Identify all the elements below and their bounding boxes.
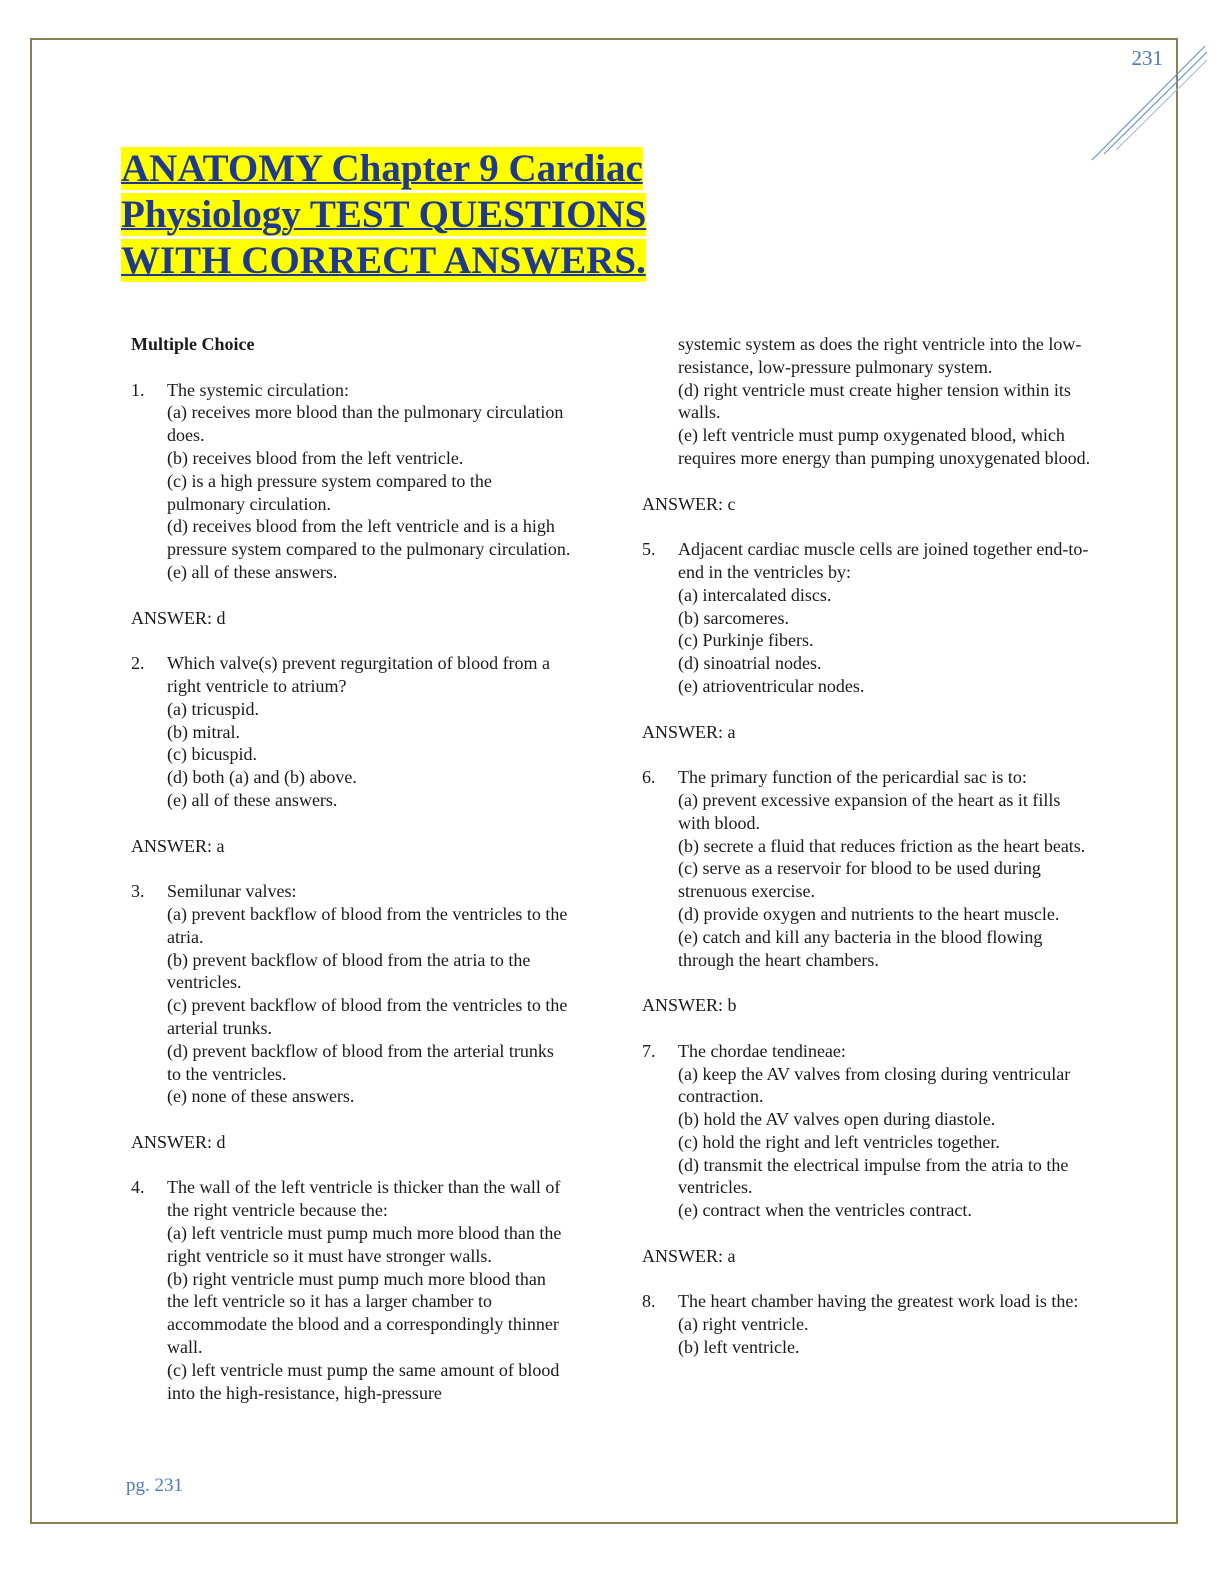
option-b: (b) prevent backflow of blood from the atria to the ventricles. [167,949,531,993]
option-c-continued: systemic system as does the right ventricle into the low-resistance, low-pressure pulmonary system. [678,334,1082,377]
question-text: The wall of the left ventricle is thicker than the wall of the right ventricle because the: [167,1177,561,1221]
question-7 [642,1040,1092,1222]
option-c: (c) serve as a reservoir for blood to be used during strenuous exercise. [678,858,1041,902]
option-e: (e) atrioventricular nodes. [678,675,865,696]
question-number: 6. [642,767,656,788]
question-text: Adjacent cardiac muscle cells are joined together end-to-end in the ventricles by: [678,539,1089,582]
question-number: 4. [131,1177,145,1198]
option-a: (a) receives more blood than the pulmonary circulation does. [167,402,564,446]
option-b: (b) sarcomeres. [678,607,789,628]
option-a: (a) tricuspid. [167,698,259,719]
question-6 [642,766,1092,971]
section-heading: Multiple Choice [131,334,255,354]
option-a: (a) intercalated discs. [678,584,832,605]
option-e: (e) left ventricle must pump oxygenated blood, which requires more energy than pumping unoxygenated blood. [678,425,1091,468]
option-c: (c) Purkinje fibers. [678,630,814,651]
question-4 [131,1176,571,1404]
question-text: The systemic circulation: [167,379,349,400]
document-title: ANATOMY Chapter 9 Cardiac Physiology TEST QUESTIONS WITH CORRECT ANSWERS. [121,147,647,282]
option-c: (c) hold the right and left ventricles together. [678,1131,1000,1152]
left-column [131,333,571,1404]
option-d: (d) provide oxygen and nutrients to the heart muscle. [678,903,1060,924]
answer-2: ANSWER: a [131,835,225,856]
option-b: (b) hold the AV valves open during diastole. [678,1109,996,1130]
question-number: 2. [131,653,145,674]
option-a: (a) right ventricle. [678,1314,809,1335]
option-d: (d) prevent backflow of blood from the arterial trunks to the ventricles. [167,1040,554,1084]
question-3 [131,880,571,1108]
answer-4: ANSWER: c [642,493,736,514]
option-b: (b) mitral. [167,721,240,742]
answer-6: ANSWER: b [642,995,737,1016]
option-b: (b) right ventricle must pump much more blood than the left ventricle so it has a larger chamber to accommodate the blood and a correspondingly thinner wall. [167,1268,559,1358]
option-d: (d) transmit the electrical impulse from the atria to the ventricles. [678,1154,1069,1198]
footer-page-label: pg. 231 [126,1475,183,1496]
option-c: (c) left ventricle must pump the same amount of blood into the high-resistance, high-pressure [167,1359,560,1403]
question-8 [642,1290,1092,1358]
option-e: (e) all of these answers. [167,561,338,582]
question-text: The chordae tendineae: [678,1040,846,1061]
answer-5: ANSWER: a [642,721,736,742]
option-e: (e) contract when the ventricles contract. [678,1200,972,1221]
question-5 [642,538,1092,698]
question-text: The primary function of the pericardial sac is to: [678,767,1027,788]
answer-3: ANSWER: d [131,1131,226,1152]
option-c: (c) is a high pressure system compared to the pulmonary circulation. [167,470,492,514]
option-a: (a) prevent backflow of blood from the ventricles to the atria. [167,903,568,947]
option-e: (e) catch and kill any bacteria in the blood flowing through the heart chambers. [678,926,1043,970]
right-column [642,333,1092,1359]
question-text: The heart chamber having the greatest work load is the: [678,1291,1079,1312]
question-number: 5. [642,539,656,560]
question-number: 8. [642,1291,656,1312]
question-1 [131,379,571,584]
corner-decoration [1088,44,1208,164]
question-number: 1. [131,379,145,400]
option-e: (e) none of these answers. [167,1086,355,1107]
option-a: (a) prevent excessive expansion of the heart as it fills with blood. [678,789,1061,833]
question-text: Which valve(s) prevent regurgitation of blood from a right ventricle to atrium? [167,653,551,696]
option-d: (d) both (a) and (b) above. [167,767,357,788]
answer-1: ANSWER: d [131,607,226,628]
option-b: (b) receives blood from the left ventricle. [167,447,464,468]
question-number: 3. [131,881,145,902]
option-d: (d) sinoatrial nodes. [678,653,822,674]
option-b: (b) secrete a fluid that reduces friction as the heart beats. [678,835,1086,856]
option-c: (c) prevent backflow of blood from the ventricles to the arterial trunks. [167,995,568,1038]
option-a: (a) left ventricle must pump much more blood than the right ventricle so it must have stronger walls. [167,1223,562,1266]
option-c: (c) bicuspid. [167,744,257,765]
option-d: (d) right ventricle must create higher tension within its walls. [678,379,1071,423]
question-2 [131,652,571,812]
question-number: 7. [642,1040,656,1061]
question-text: Semilunar valves: [167,881,297,902]
option-e: (e) all of these answers. [167,789,338,810]
header-page-number: 231 [1131,46,1163,70]
option-a: (a) keep the AV valves from closing during ventricular contraction. [678,1063,1071,1107]
option-b: (b) left ventricle. [678,1337,800,1358]
answer-7: ANSWER: a [642,1245,736,1266]
option-d: (d) receives blood from the left ventricle and is a high pressure system compared to the pulmonary circulation. [167,516,571,560]
